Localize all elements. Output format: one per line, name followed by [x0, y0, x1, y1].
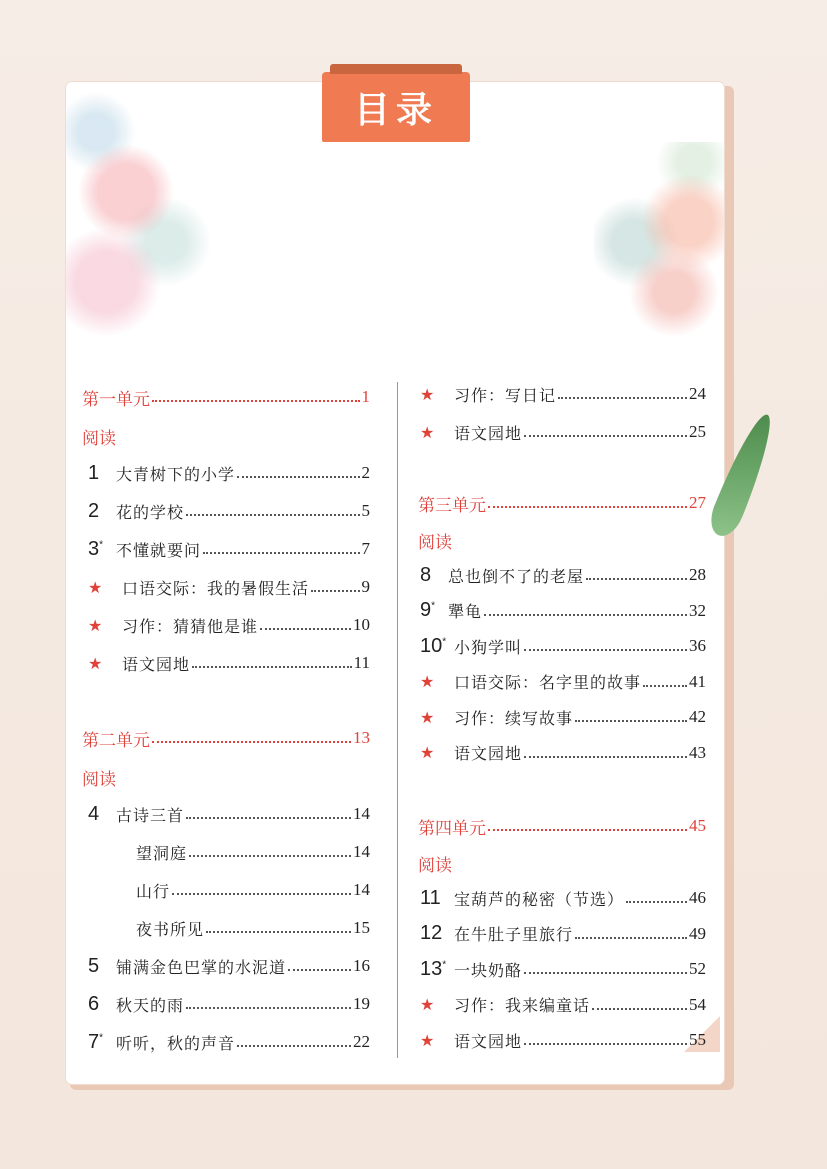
dot-leader	[237, 1045, 351, 1047]
unit-label: 第一单元	[82, 389, 150, 410]
page-number: 55	[689, 1030, 706, 1049]
dot-leader	[558, 397, 687, 399]
entry-title: 语文园地	[454, 423, 523, 443]
page-number: 28	[689, 565, 706, 584]
dot-leader	[311, 590, 359, 592]
toc-entry[interactable]	[420, 703, 706, 731]
page-number: 16	[353, 956, 370, 975]
entry-title: 大青树下的小学	[116, 464, 236, 484]
unit-label: 第四单元	[418, 818, 486, 839]
dot-leader	[575, 720, 687, 722]
lesson-number: 1	[88, 461, 100, 484]
toc-entry[interactable]	[420, 884, 706, 912]
toc-entry[interactable]	[420, 991, 706, 1019]
flower-decoration-right-icon	[594, 142, 724, 342]
page-number: 46	[689, 888, 706, 907]
dot-leader	[260, 628, 351, 630]
page-number: 11	[353, 653, 370, 672]
entry-title: 口语交际：名字里的故事	[454, 673, 642, 692]
entry-title: 古诗三首	[116, 805, 185, 825]
dot-leader	[488, 829, 687, 831]
entry-title: 总也倒不了的老屋	[448, 566, 585, 586]
dot-leader	[592, 1008, 687, 1010]
dot-leader	[237, 476, 359, 478]
dot-leader	[206, 931, 351, 933]
page-number: 10	[353, 615, 370, 634]
entry-title: 听听，秋的声音	[116, 1033, 236, 1053]
dot-leader	[203, 552, 359, 554]
entry-title: 一块奶酪	[454, 960, 523, 980]
entry-title: 夜书所见	[136, 919, 205, 939]
entry-title: 不懂就要问	[116, 540, 202, 560]
toc-entry[interactable]	[136, 876, 370, 904]
entry-title: 在牛肚子里旅行	[454, 925, 574, 944]
star-icon: ★	[88, 615, 103, 635]
page-number: 25	[689, 422, 706, 441]
star-icon: ★	[88, 577, 103, 597]
toc-entry[interactable]	[420, 1026, 706, 1054]
toc-entry[interactable]	[420, 380, 706, 408]
dot-leader	[288, 969, 351, 971]
unit-label: 第三单元	[418, 495, 486, 516]
entry-title: 秋天的雨	[116, 995, 185, 1015]
entry-title: 习作：我来编童话	[454, 996, 591, 1015]
star-icon: ★	[88, 653, 103, 673]
dot-leader	[186, 514, 359, 516]
page-number: 14	[353, 804, 370, 823]
page-number: 5	[361, 501, 370, 520]
page-number: 42	[689, 707, 706, 726]
entry-title: 习作：猜猜他是谁	[122, 616, 259, 636]
toc-entry[interactable]	[88, 497, 370, 525]
page-number: 24	[689, 384, 706, 403]
page-number: 49	[689, 923, 706, 943]
toc-entry[interactable]	[88, 952, 370, 980]
flower-decoration-left-icon	[66, 82, 216, 352]
page-number: 45	[689, 816, 706, 835]
lesson-number: 7*	[88, 1030, 104, 1053]
unit-label: 第二单元	[82, 730, 150, 751]
column-divider	[397, 382, 398, 1058]
dot-leader	[189, 855, 351, 857]
lesson-number: 11	[420, 886, 441, 909]
lesson-number: 12	[420, 922, 443, 944]
page-number: 14	[353, 880, 370, 899]
page-number: 22	[353, 1032, 370, 1051]
dot-leader	[152, 400, 360, 402]
lesson-number: 13*	[420, 957, 447, 980]
dot-leader	[643, 685, 687, 687]
toc-entry[interactable]	[88, 649, 370, 677]
lesson-number: 8	[420, 563, 432, 586]
dot-leader	[575, 937, 687, 939]
dot-leader	[484, 614, 687, 616]
page-number: 19	[353, 994, 370, 1013]
page-number: 14	[353, 842, 370, 861]
page-number: 1	[361, 387, 370, 406]
page-number: 32	[689, 600, 706, 620]
dot-leader	[524, 756, 687, 758]
dot-leader	[524, 972, 687, 974]
toc-entry[interactable]	[88, 611, 370, 639]
toc-entry[interactable]	[88, 459, 370, 487]
lesson-number: 5	[88, 954, 100, 977]
unit-heading[interactable]	[82, 724, 370, 752]
page-number: 27	[689, 493, 706, 512]
page-number: 54	[689, 994, 706, 1014]
toc-entry[interactable]	[88, 800, 370, 828]
toc-entry[interactable]	[136, 914, 370, 942]
toc-entry[interactable]	[88, 573, 370, 601]
page-number: 41	[689, 671, 706, 691]
lesson-number: 9*	[420, 599, 436, 621]
star-icon: ★	[420, 422, 435, 442]
lesson-number: 3*	[88, 537, 104, 560]
unit-heading[interactable]	[418, 489, 706, 517]
toc-entry[interactable]	[88, 535, 370, 563]
entry-title: 小狗学叫	[454, 637, 523, 657]
toc-entry[interactable]	[420, 418, 706, 446]
toc-entry[interactable]	[136, 838, 370, 866]
star-icon: ★	[420, 995, 435, 1014]
page-number: 2	[361, 463, 370, 482]
page-number: 43	[689, 742, 706, 762]
section-label: 阅读	[418, 533, 452, 553]
entry-title: 犟龟	[448, 602, 483, 621]
page-number: 9	[361, 577, 370, 596]
toc-entry[interactable]	[88, 990, 370, 1018]
toc-entry[interactable]	[88, 1028, 370, 1056]
dot-leader	[626, 901, 687, 903]
toc-entry[interactable]	[420, 955, 706, 983]
entry-title: 铺满金色巴掌的水泥道	[116, 957, 287, 977]
entry-title: 宝葫芦的秘密（节选）	[454, 889, 625, 909]
entry-title: 语文园地	[454, 1031, 523, 1051]
entry-title: 语文园地	[454, 744, 523, 763]
page-number: 15	[353, 918, 370, 937]
dot-leader	[524, 435, 687, 437]
star-icon: ★	[420, 707, 435, 727]
dot-leader	[186, 817, 351, 819]
dot-leader	[172, 893, 351, 895]
unit-heading[interactable]	[82, 383, 370, 411]
section-label: 阅读	[82, 770, 116, 790]
dot-leader	[524, 649, 687, 651]
lesson-number: 4	[88, 802, 100, 825]
star-icon: ★	[420, 672, 435, 691]
section-label: 阅读	[82, 429, 116, 449]
entry-title: 口语交际：我的暑假生活	[122, 578, 310, 598]
entry-title: 习作：写日记	[454, 385, 557, 405]
page-number: 7	[361, 539, 370, 558]
entry-title: 山行	[136, 881, 171, 901]
dot-leader	[586, 578, 687, 580]
dot-leader	[186, 1007, 351, 1009]
lesson-number: 2	[88, 499, 100, 522]
dot-leader	[488, 506, 687, 508]
lesson-number: 6	[88, 992, 100, 1015]
unit-heading[interactable]	[418, 812, 706, 840]
entry-title: 花的学校	[116, 502, 185, 522]
star-icon: ★	[420, 743, 435, 762]
toc-entry[interactable]	[420, 920, 706, 948]
star-icon: ★	[420, 384, 435, 404]
toc-entry[interactable]	[420, 597, 706, 625]
page-number: 52	[689, 959, 706, 978]
dot-leader	[192, 666, 352, 668]
lesson-number: 10*	[420, 634, 447, 657]
entry-title: 语文园地	[122, 654, 191, 674]
dot-leader	[152, 741, 351, 743]
entry-title: 习作：续写故事	[454, 708, 574, 728]
page-number: 36	[689, 636, 706, 655]
entry-title: 望洞庭	[136, 843, 188, 863]
toc-entry[interactable]	[420, 739, 706, 767]
toc-entry[interactable]	[420, 632, 706, 660]
star-icon: ★	[420, 1030, 435, 1050]
section-label: 阅读	[418, 856, 452, 876]
dot-leader	[524, 1043, 687, 1045]
toc-entry[interactable]	[420, 668, 706, 696]
page-title: 目录	[322, 72, 470, 142]
page-number: 13	[353, 728, 370, 747]
toc-entry[interactable]	[420, 561, 706, 589]
